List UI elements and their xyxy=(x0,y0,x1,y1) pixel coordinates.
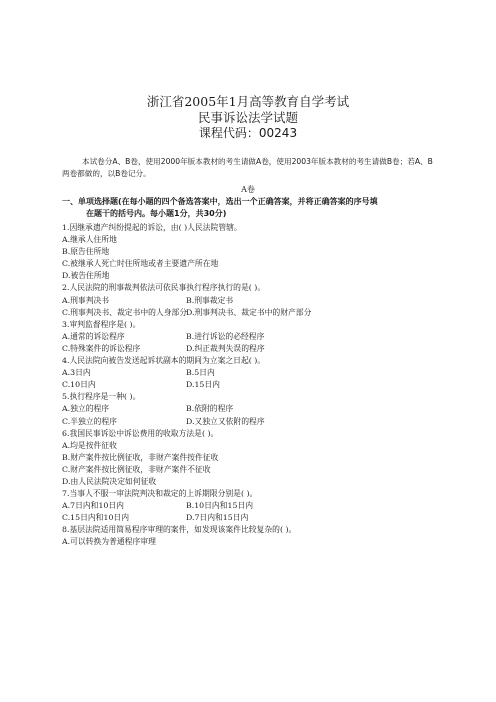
question-6-option-a: A.均是按件征收 xyxy=(62,440,117,450)
question-2-option-b: B.刑事裁定书 xyxy=(186,295,234,305)
question-6-option-b: B.财产案件按比例征收，非财产案件按件征收 xyxy=(62,452,219,462)
question-2-stem: 2.人民法院的刑事裁判依法可依民事执行程序执行的是( )。 xyxy=(62,283,266,293)
question-3-option-b: B.进行诉讼的必经程序 xyxy=(186,331,265,341)
question-2-option-a: A.刑事判决书 xyxy=(62,295,110,305)
question-6-stem: 6.我国民事诉讼中诉讼费用的收取方法是( )。 xyxy=(62,428,219,438)
question-4-options-row1 xyxy=(62,367,442,379)
question-3-options-row2 xyxy=(62,343,442,355)
question-1-option-d: D.被告住所地 xyxy=(62,271,110,281)
question-2-option-d: D.刑事判决书、裁定书中的财产部分 xyxy=(186,307,312,317)
question-5-option-c: C.半独立的程序 xyxy=(62,416,117,426)
question-list xyxy=(62,222,442,549)
section-heading-line1: 一、单项选择题(在每小题的四个备选答案中，选出一个正确答案，并将正确答案的序号填 xyxy=(62,197,378,206)
question-5-option-b: B.依附的程序 xyxy=(186,404,234,414)
question-3-option-a: A.通常的诉讼程序 xyxy=(62,331,125,341)
question-2-option-c: C.刑事判决书、裁定书中的人身部分 xyxy=(62,307,188,317)
question-1-option-b: B.原告住所地 xyxy=(62,247,110,257)
question-4-option-b: B.5日内 xyxy=(186,368,215,378)
question-7-option-a: A.7日内和10日内 xyxy=(62,501,124,511)
question-1-option-c: C.被继承人死亡时住所地或者主要遗产所在地 xyxy=(62,259,219,269)
question-5-options-row2 xyxy=(62,416,442,428)
question-1-stem: 1.因继承遗产纠纷提起的诉讼，由( )人民法院管辖。 xyxy=(62,223,242,232)
question-6-option-d: D.由人民法院决定如何征收 xyxy=(62,476,157,486)
question-5-option-a: A.独立的程序 xyxy=(62,404,110,414)
question-7-options-row2 xyxy=(62,512,442,524)
subject-title: 民事诉讼法学试题 xyxy=(197,110,298,125)
question-5-options-row1 xyxy=(62,403,442,415)
question-4-option-d: D.15日内 xyxy=(186,380,220,390)
question-4-stem: 4.人民法院向被告发送起诉状副本的期间为立案之日起( )。 xyxy=(62,356,266,366)
question-7-option-d: D.7日内和15日内 xyxy=(186,513,249,523)
question-4-options-row2 xyxy=(62,379,442,391)
question-7-option-c: C.15日内和10日内 xyxy=(62,513,129,523)
question-3-stem: 3.审判监督程序是( )。 xyxy=(62,319,141,329)
question-6-option-c: C.财产案件按比例征收，非财产案件不征收 xyxy=(62,464,211,474)
question-7-stem: 7.当事人不服一审法院判决和裁定的上诉期限分别是( )。 xyxy=(62,489,258,499)
question-3-option-c: C.特殊案件的诉讼程序 xyxy=(62,343,141,353)
question-1-option-a: A.继承人住所地 xyxy=(62,235,117,245)
instructions: 本试卷分A、B卷，使用2000年版本教材的考生请做A卷，使用2003年版本教材的考生请做B卷；若A、B两卷都做的，以B卷记分。 xyxy=(62,157,433,178)
course-code: 课程代码：00243 xyxy=(198,126,298,140)
section-heading xyxy=(62,196,440,220)
exam-title: 浙江省2005年1月高等教育自学考试 xyxy=(146,94,350,109)
question-7-options-row1 xyxy=(62,500,442,512)
question-8-stem: 8.基层法院适用简易程序审理的案件，如发现该案件比较复杂的( )。 xyxy=(62,525,297,535)
question-3-options-row1 xyxy=(62,331,442,343)
question-3-option-d: D.纠正裁判失误的程序 xyxy=(186,343,265,353)
question-5-stem: 5.执行程序是一种( )。 xyxy=(62,392,141,402)
section-heading-line2: 在题干的括号内。每小题1分，共30分) xyxy=(86,209,227,218)
question-2-options-row2 xyxy=(62,307,442,319)
question-5-option-d: D.又独立又依附的程序 xyxy=(186,416,265,426)
paper-label: A卷 xyxy=(241,185,255,194)
question-7-option-b: B.10日内和15日内 xyxy=(186,501,254,511)
question-4-option-c: C.10日内 xyxy=(62,380,96,390)
question-8-option-a: A.可以转换为普通程序审理 xyxy=(62,537,156,547)
question-2-options-row1 xyxy=(62,295,442,307)
question-4-option-a: A.3日内 xyxy=(62,368,91,378)
